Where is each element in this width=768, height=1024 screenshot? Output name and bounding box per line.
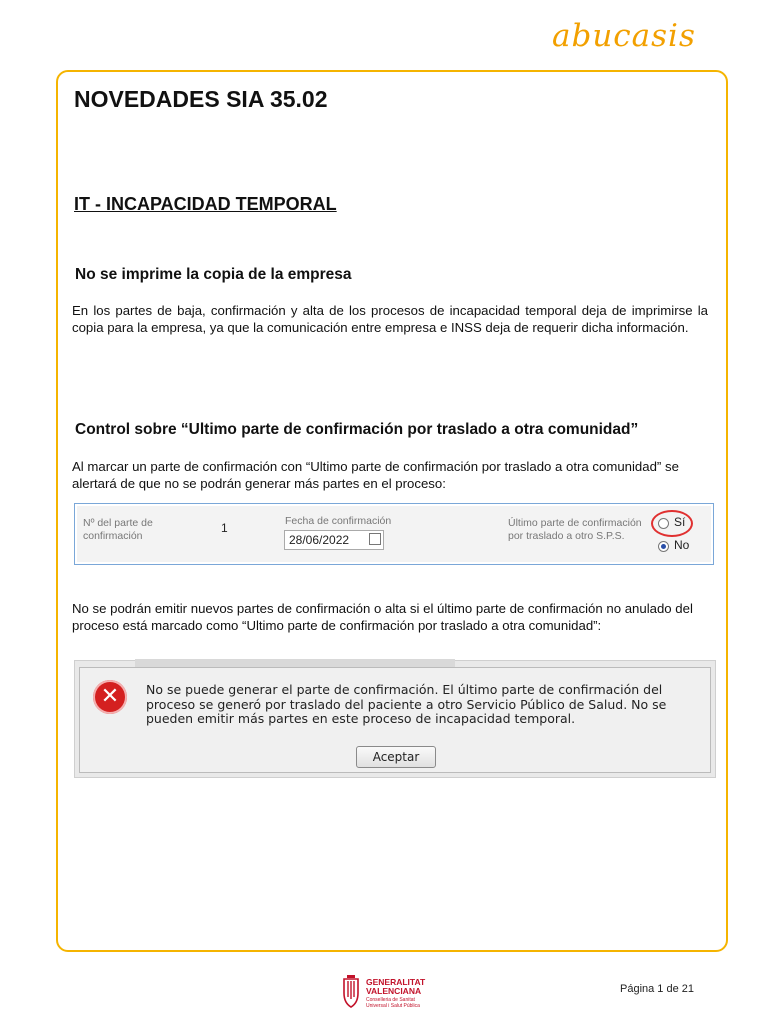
org-name: GENERALITAT VALENCIANA bbox=[366, 977, 426, 996]
num-label: Nº del parte de confirmación bbox=[83, 517, 153, 542]
accept-button[interactable]: Aceptar bbox=[356, 746, 436, 768]
paragraph-copia-empresa: En los partes de baja, confirmación y alta de los procesos de incapacidad temporal deja de imprimirse la copia para la empresa, ya que la comunicación entre empresa e INSS deja de requerir dicha información. bbox=[72, 303, 708, 335]
date-input[interactable] bbox=[284, 530, 384, 550]
date-value: 28/06/2022 bbox=[289, 533, 350, 547]
page-number: Página 1 de 21 bbox=[620, 983, 695, 995]
radio-yes-label: Sí bbox=[674, 515, 686, 529]
heading-copia-empresa: No se imprime la copia de la empresa bbox=[75, 266, 352, 283]
radio-no[interactable] bbox=[658, 541, 669, 552]
date-label: Fecha de confirmación bbox=[285, 515, 392, 527]
error-icon: ✕ bbox=[93, 680, 127, 714]
radio-no-label: No bbox=[674, 538, 690, 552]
coat-of-arms-icon bbox=[340, 975, 362, 1009]
section-title: IT - INCAPACIDAD TEMPORAL bbox=[74, 194, 337, 214]
page-title: NOVEDADES SIA 35.02 bbox=[74, 86, 328, 112]
num-value: 1 bbox=[221, 521, 228, 535]
paragraph-alerta: No se podrán emitir nuevos partes de confirmación o alta si el último parte de confirmación no anulado del proceso está marcado como “Ultimo parte de confirmación por traslado a otra comunidad”: bbox=[72, 601, 693, 633]
generalitat-logo bbox=[340, 975, 426, 1013]
abucasis-logo: abucasis bbox=[552, 18, 696, 54]
last-part-label: Último parte de confirmación por traslado a otro S.P.S. bbox=[508, 517, 642, 542]
error-message: No se puede generar el parte de confirmación. El último parte de confirmación del proceso se generó por traslado del paciente a otro Servicio Público de Salud. No se pueden emitir más partes en este proceso de incapacidad temporal. bbox=[146, 682, 667, 726]
radio-yes[interactable] bbox=[658, 518, 669, 529]
paragraph-control-traslado: Al marcar un parte de confirmación con “Ultimo parte de confirmación por traslado a otra comunidad” se alertará de que no se podrán generar más partes en el proceso: bbox=[72, 459, 679, 491]
calendar-icon[interactable] bbox=[369, 533, 381, 545]
heading-control-traslado: Control sobre “Ultimo parte de confirmación por traslado a otra comunidad” bbox=[75, 421, 639, 438]
org-subtitle: Conselleria de Sanitat Universal i Salut Pública bbox=[366, 997, 420, 1009]
